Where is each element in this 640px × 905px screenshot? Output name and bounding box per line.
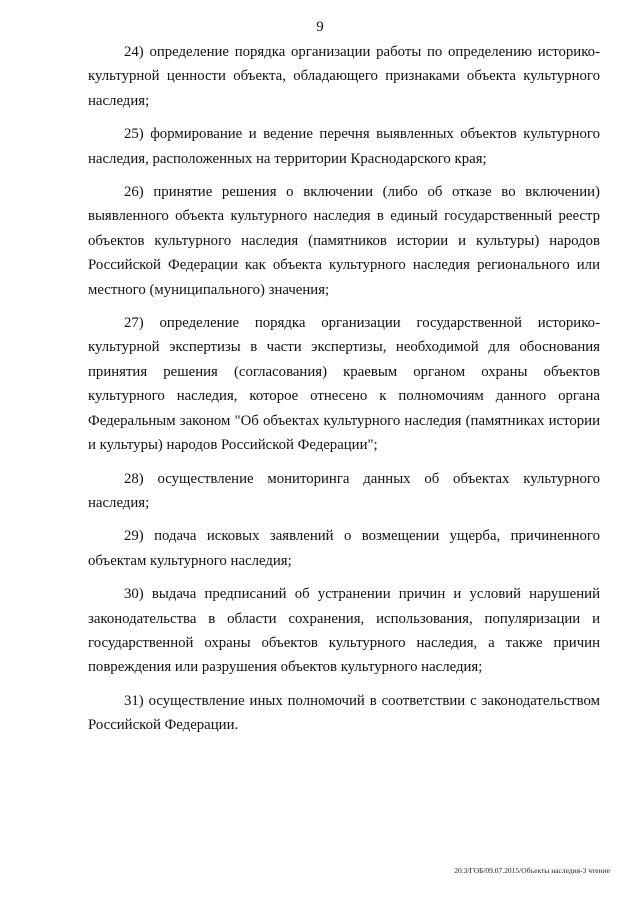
list-item-31: 31) осуществление иных полномочий в соответствии с законодательством Российской Федерации. [88, 692, 600, 734]
list-item-29: 29) подача исковых заявлений о возмещении ущерба, причиненного объектам культурного наследия; [88, 528, 600, 569]
page-number: 9 [316, 19, 324, 35]
list-item-24: 24) определение порядка организации работы по определению историко-культурной ценности объекта, обладающего признаками объекта культурного наследия; [88, 44, 600, 109]
list-item-30: 30) выдача предписаний об устранении причин и условий нарушений законодательства в области сохранения, использования, популяризации и государственной охраны объектов культурного наследия, а также причин повреждения или разрушения объектов культурного наследия; [88, 586, 600, 676]
list-item-28: 28) осуществление мониторинга данных об объектах культурного наследия; [88, 470, 600, 511]
list-item-26: 26) принятие решения о включении (либо об отказе во включении) выявленного объекта культурного наследия в единый государственный реестр объектов культурного наследия (памятников истории и культуры) народов Российской Федерации как объекта культурного наследия регионального или местного (муниципального) значения; [88, 184, 600, 298]
document-body [88, 40, 600, 747]
list-item-27: 27) определение порядка организации государственной историко-культурной экспертизы в части экспертизы, необходимой для обоснования принятия решения (согласования) краевым органом охраны объектов культурного наследия, которое отнесено к полномочиям данного органа Федеральным законом "Об объектах культурного наследия (памятниках истории и культуры) народов Российской Федерации"; [88, 315, 600, 454]
document-footer: 20.3/ГОБ/09.07.2015/Объекты наследия-3 чтение [454, 866, 610, 875]
list-item-25: 25) формирование и ведение перечня выявленных объектов культурного наследия, расположенных на территории Краснодарского края; [88, 126, 600, 167]
